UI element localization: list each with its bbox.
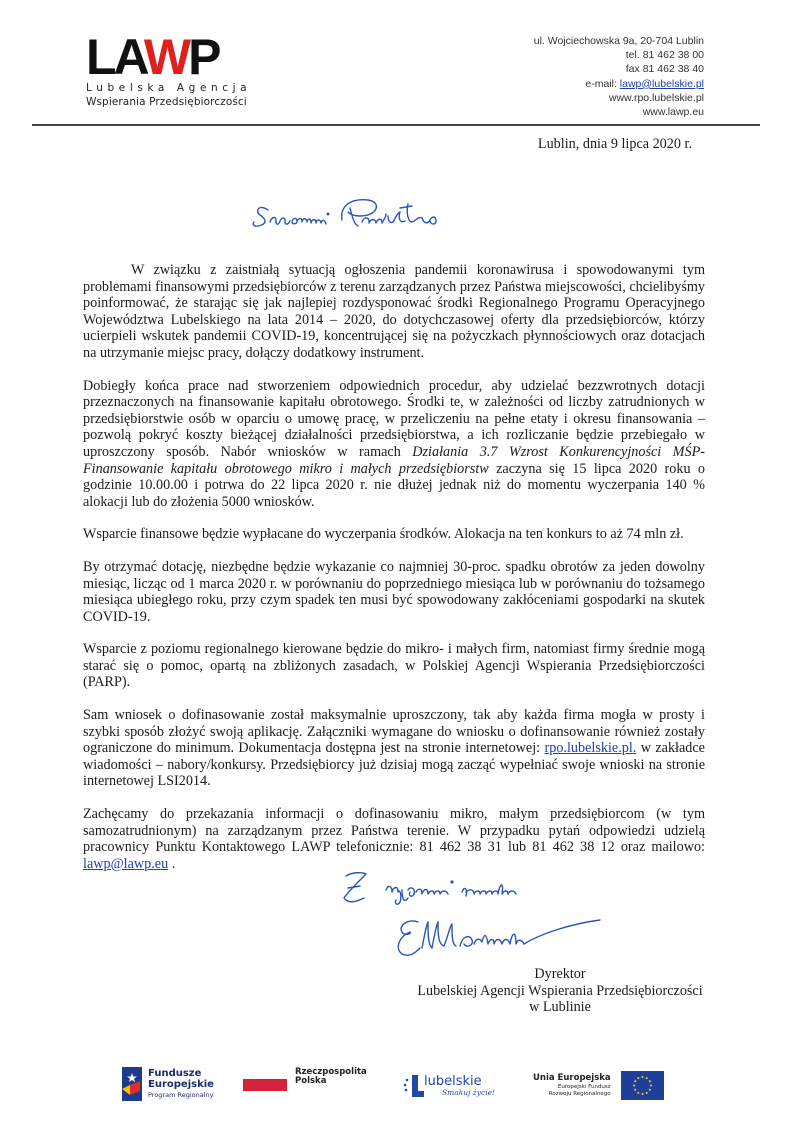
eu-flag-icon	[621, 1071, 664, 1100]
handwritten-closing	[338, 868, 638, 913]
signature-icon	[390, 908, 610, 968]
logo-subtitle-line2: Wspierania Przedsiębiorczości	[86, 96, 247, 108]
signer-organization: Lubelskiej Agencji Wspierania Przedsiębiorczości	[417, 982, 703, 999]
footer-logos	[0, 1065, 800, 1115]
polish-flag-icon	[243, 1079, 287, 1091]
paragraph-7: Zachęcamy do przekazania informacji o dofinasowaniu mikro, małym przedsiębiorcom (w tym samozatrudnionym) na zarządzanym przez Państwa terenie. W przypadku pytań odpowiedzi udzielą pracownicy Punktu Kontaktowego LAWP telefonicznie: 81 462 38 31 lub 81 462 38 12 oraz mailowo: lawp@lawp.eu .	[83, 806, 705, 872]
contact-fax: fax 81 462 38 40	[625, 63, 704, 76]
fe-flag-icon	[120, 1067, 142, 1101]
lawp-logo	[86, 29, 266, 109]
closing-handwriting-icon	[338, 868, 638, 908]
logo-subtitle-line1: Lubelska Agencja	[86, 82, 252, 94]
contact-web-lawp: www.lawp.eu	[642, 106, 704, 119]
fundusze-europejskie-logo	[120, 1067, 214, 1101]
director-signature	[390, 908, 610, 973]
contact-tel: tel. 81 462 38 00	[625, 49, 704, 62]
paragraph-4: By otrzymać dotację, niezbędne będzie wykazanie co najmniej 30-proc. spadku obrotów za jeden dowolny miesiąc, licząc od 1 marca 2020 r. w porównaniu do poprzedniego miesiąca lub w porównaniu do tożsamego miesiąca ubiegłego roku, przy czym spadek ten musi być spowodowany zakłóceniami gospodarki na skutek COVID-19.	[83, 558, 705, 625]
header-divider	[32, 124, 760, 126]
lubelskie-mark-icon	[402, 1071, 424, 1101]
letter-date: Lublin, dnia 9 lipca 2020 r.	[537, 136, 692, 152]
signer-city: w Lublinie	[529, 999, 591, 1016]
handwritten-salutation	[250, 188, 490, 243]
fe-text: Fundusze Europejskie Program Regionalny	[148, 1067, 214, 1099]
paragraph-6: Sam wniosek o dofinasowanie został maksymalnie uproszczony, tak aby każda firma mogła w prosty i szybki sposób złożyć swoją aplikację. Załączniki wymagane do wniosku o dofinansowanie również zostały ograniczone do minimum. Dokumentacja dostępna jest na stronie internetowej: rpo.lubelskie.pl. w zakładce wiadomości – nabory/konkursy. Przedsiębiorcy już dzisiaj mogą zacząć wypełniać swoje wnioski na stronie internetowej LSI2014.	[83, 707, 705, 790]
salutation-signature-icon	[250, 188, 490, 238]
signer-title: Dyrektor	[534, 966, 586, 982]
signer-block	[400, 966, 720, 1016]
letter-body	[83, 262, 705, 888]
contact-email-row: e-mail: lawp@lubelskie.pl	[585, 77, 704, 90]
lawp-email-link[interactable]: lawp@lawp.eu	[83, 855, 169, 872]
rpo-website-link[interactable]: rpo.lubelskie.pl.	[544, 740, 637, 757]
ue-text: Unia Europejska Europejski Fundusz Rozwoju Regionalnego	[533, 1073, 611, 1097]
rzeczpospolita-polska-logo	[243, 1066, 367, 1091]
contact-address: ul. Wojciechowska 9a, 20-704 Lublin	[533, 35, 704, 47]
paragraph-1: W związku z zaistniałą sytuacją ogłoszenia pandemii koronawirusa i spowodowanymi tym problemami finansowymi przedsiębiorców z terenu zarządzanych przez Państwa miejscowości, chcielibyśmy poinformować, że starając się jak najlepiej rozdysponować środki Regionalnego Programu Operacyjnego Województwa Lubelskiego na lata 2014 – 2020, do dotychczasowej oferty dla przedsiębiorców, którzy ucierpieli wskutek pandemii COVID-19, koncentrującej się na pożyczkach płynnościowych oraz dotacjach na utrzymanie miejsc pracy, dołączy dodatkowy instrument.	[83, 262, 705, 361]
program-name-italic: Działania 3.7 Wzrost Konkurencyjności MŚP-Finansowanie kapitału obrotowego mikro i małych przedsiębiorstw	[83, 443, 705, 477]
lawp-logo-mark: LAWP	[86, 29, 219, 85]
paragraph-2: Dobiegły końca prace nad stworzeniem odpowiednich procedur, aby udzielać bezzwrotnych dotacji przeznaczonych na finansowanie kapitału obrotowego. Środki te, w zależności od liczby zatrudnionych w przedsiębiorstwie osób w oparciu o umowę pracę, w przeliczeniu na pełne etaty i okresu finansowania – pozwolą pokryć koszty bieżącej działalności przedsiębiorstwa, a ich rozliczanie będzie przebiegało w uproszczony sposób. Nabór wniosków w ramach Działania 3.7 Wzrost Konkurencyjności MŚP-Finansowanie kapitału obrotowego mikro i małych przedsiębiorstw zaczyna się 15 lipca 2020 roku o godzinie 10.00.00 i potrwa do 22 lipca 2020 r. nie dłużej jednak niż do momentu wyczerpania 140 % alokacji lub do złożenia 5000 wniosków.	[83, 377, 706, 510]
paragraph-5: Wsparcie z poziomu regionalnego kierowane będzie do mikro- i małych firm, natomiast firmy średnie mogą starać się o pomoc, opartą na zbliżonych zasadach, w Polskiej Agencji Wspierania Przedsiębiorczości (PARP).	[83, 641, 705, 691]
lubelskie-logo	[402, 1071, 495, 1101]
contact-block	[534, 34, 704, 119]
unia-europejska-logo	[533, 1071, 664, 1100]
contact-web-rpo: www.rpo.lubelskie.pl	[608, 91, 704, 104]
contact-email-link[interactable]: lawp@lubelskie.pl	[619, 77, 704, 90]
lubelskie-text: lubelskie Smakuj życie!	[424, 1074, 496, 1097]
rp-text: Rzeczpospolita Polska	[295, 1066, 367, 1086]
paragraph-3: Wsparcie finansowe będzie wypłacane do wyczerpania środków. Alokacja na ten konkurs to aż 74 mln zł.	[83, 526, 684, 543]
